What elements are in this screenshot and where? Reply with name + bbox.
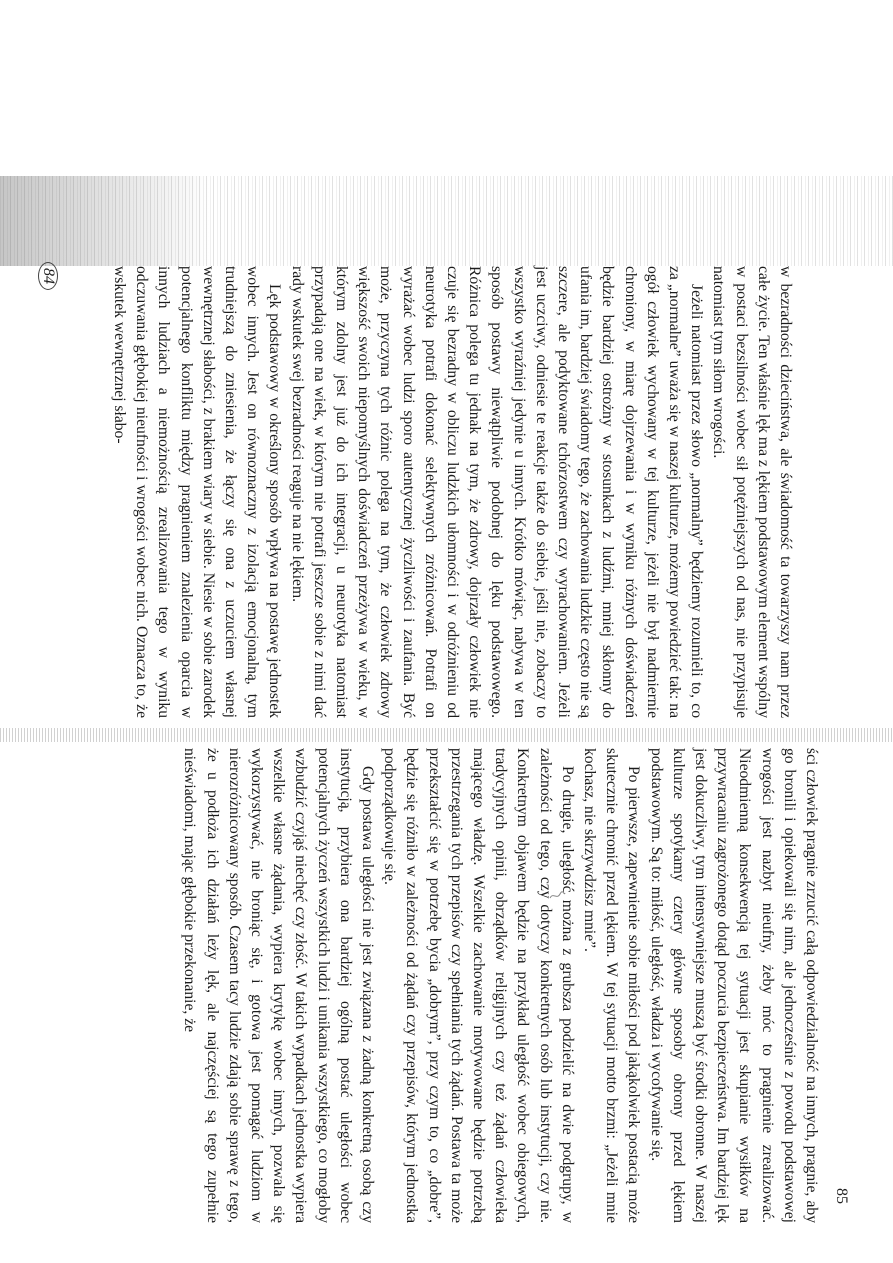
page-number-85: 85	[833, 1188, 850, 1204]
paragraph: w bezradności dzieciństwa, ale świadomość ta towarzyszy nam przez całe życie. Ten właśnie lęk ma z lękiem podstawowym element wspólny w postaci bezsilności wobec sił potężniejszych od nas, nie przypisuje natomiast tym siłom wrogości.	[710, 266, 794, 718]
scan-edge-dark	[0, 176, 210, 266]
paragraph: ści człowiek pragnie zrzucić całą odpowiedzialność na innych, pragnie, aby go bronili i opiekowali się nim, ale jednocześnie z powodu podstawowej wrogości jest nazbyt nieufny, żeby móc to pragnienie zrealizować. Nieodmienną konsekwencją tej sytuacji jest skupianie wysiłków na przywracaniu zagrożonego dotąd poczucia bezpieczeństwa. Im bardziej lęk jest dokuczliwy, tym intensywniejsze muszą być środki obronne. W naszej kulturze spotykamy cztery główne sposoby obrony przed lękiem podstawowym. Są to: miłość, uległość, władza i wycofywanie się.	[647, 748, 820, 1223]
paragraph: Lęk podstawowy w określony sposób wpływa na postawę jednostek wobec innych. Jest on równoznaczny z izolacją emocjonalną, tym trudniejszą do zniesienia, że łączy się ona z uczuciem własnej wewnętrznej słabości, z brakiem wiary w siebie. Niesie w sobie zarodek potencjalnego konfliktu między pragnieniem znalezienia oparcia w innych ludziach a niemożnością zrealizowania tego w wyniku odczuwania głębokiej nieufności i wrogości wobec nich. Oznacza to, że wskutek wewnętrznej słabo-	[110, 266, 284, 718]
page-85-text	[178, 748, 822, 1223]
paragraph: Po drugie, uległość można z grubsza podzielić na dwie podgrupy, w zależności od tego, czy dotyczy konkretnych osób lub instytucji, czy nie. Konkretnym objawem będzie na przykład uległość wobec obiegowych, tradycyjnych opinii, obrządków religijnych czy też żądań człowieka mającego władzę. Wszelkie zachowanie motywowane będzie potrzebą przestrzegania tych przepisów czy spełniania tych żądań. Postawa ta może przekształcić się w potrzebę bycia „dobrym”, przy czym to, co „dobre”, będzie się różniło w zależności od żądań czy przepisów, którym jednostka podporządkowuje się.	[381, 748, 576, 1223]
page-84-text	[108, 266, 796, 718]
paragraph: Gdy postawa uległości nie jest związana z żadną konkretną osobą czy instytucją, przybiera ona bardziej ogólną postać uległości wobec potencjalnych życzeń wszystkich ludzi i unikania wszystkiego, co mogłoby wzbudzić czyjąś niechęć czy złość. W takich wypadkach jednostka wypiera wszelkie własne żądania, wypiera krytykę wobec innych, pozwala się wykorzystywać, nie broniąc się, i gotowa jest pomagać ludziom w nierozróżnicowany sposób. Czasem tacy ludzie zdają sobie sprawę z tego, że u podłoża ich działań leży lęk, ale najczęściej są tego zupełnie nieświadomi, mając głębokie przekonanie, że	[181, 748, 376, 1223]
paragraph: Po pierwsze, zapewnienie sobie miłości pod jakąkolwiek postacią może skutecznie chronić przed lękiem. W tej sytuacji motto brzmi: „Jeżeli mnie kochasz, nie skrzywdzisz mnie”.	[580, 748, 643, 1223]
ink-mark-icon	[548, 890, 566, 902]
book-gutter	[0, 728, 893, 742]
page-number-84-circled: 84	[38, 262, 58, 290]
paragraph: Jeżeli natomiast przez słowo „normalny” będziemy rozumieli to, co za „normalne” uważa się w naszej kulturze, możemy powiedzieć tak: na ogół człowiek wychowany w tej kulturze, jeżeli nie był nadmiernie chroniony, w miarę dojrzewania i w wyniku różnych doświadczeń będzie bardziej ostrożny w stosunkach z ludźmi, mniej skłonny do ufania im, bardziej świadomy tego, że zachowania ludzkie często nie są szczere, ale podyktowane tchórzostwem czy wyrachowaniem. Jeżeli jest uczciwy, odniesie te reakcje także do siebie, jeśli nie, zobaczy to wszystko wyraźniej jedynie u innych. Krótko mówiąc, nabywa w ten sposób postawy niewątpliwie podobnej do lęku podstawowego. Różnica polega tu jednak na tym, że zdrowy, dojrzały człowiek nie czuje się bezradny w obliczu ludzkich ułomności i w odróżnieniu od neurotyka potrafi dokonać selektywnych zróżnicowań. Potrafi on wyrażać wobec ludzi sporo autentycznej życzliwości i zaufania. Być może, przyczyna tych różnic polega na tym, że człowiek zdrowy większość swoich niepomyślnych doświadczeń przeżywa w wieku, w którym zdolny jest już do ich integracji, u neurotyka natomiast przypadają one na wiek, w którym nie potrafi jeszcze sobie z nimi dać rady wskutek swej bezradności reaguje na nie lękiem.	[288, 266, 706, 718]
